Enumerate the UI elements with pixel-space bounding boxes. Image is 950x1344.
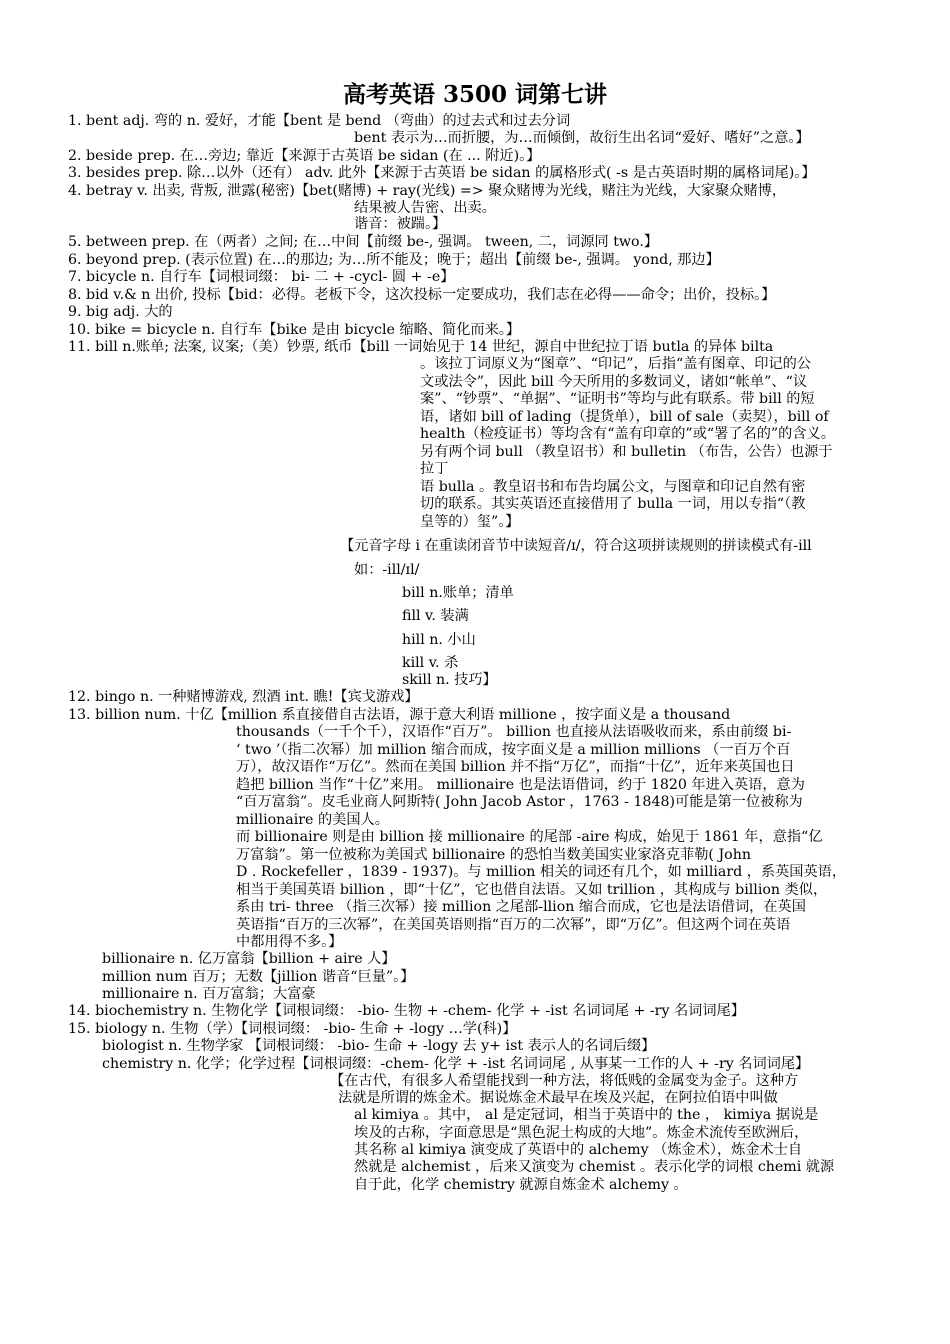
- text-line: 法就是所谓的炼金术。据说炼金术最早在埃及兴起，在阿拉伯语中叫做: [338, 1090, 778, 1106]
- text-line: 9. big adj. 大的: [68, 304, 173, 320]
- text-line: 趋把 billion 当作“十亿”来用。 millionaire 也是法语借词，约于 1820 年进入英语，意为: [236, 777, 805, 793]
- text-line: 结果被人告密、出卖。: [354, 200, 496, 216]
- text-line: 万富翁”。第一位被称为美国式 billionaire 的恐怕当数美国实业家洛克菲勒( John: [236, 847, 751, 863]
- text-line: 埃及的古称，字面意思是“黑色泥土构成的大地”。炼金术流传至欧洲后，: [354, 1125, 809, 1141]
- text-line: 切的联系。其实英语还直接借用了 bulla 一词，用以专指“（教: [420, 496, 806, 512]
- text-line: D . Rockefeller ，1839 - 1937)。与 million 相关的词还有几个，如 milliard ，系英国英语，: [236, 864, 847, 880]
- text-line: fill v. 装满: [402, 608, 469, 624]
- text-line: 8. bid v.& n 出价, 投标【bid：必得。老板下令，这次投标一定要成功，我们志在必得——命令；出价，投标。】: [68, 287, 776, 303]
- text-line: 语，诸如 bill of lading（提货单），bill of sale（卖契），bill of: [420, 409, 829, 425]
- text-line: 5. between prep. 在（两者）之间; 在…中间【前缀 be-, 强调。 tween, 二，词源同 two.】: [68, 234, 659, 250]
- text-line: 皇等的）玺”。】: [420, 514, 520, 530]
- text-line: hill n. 小山: [402, 632, 476, 648]
- text-line: 然就是 alchemist ，后来又演变为 chemist 。表示化学的词根 chemi 就源: [354, 1159, 835, 1175]
- text-line: 1. bent adj. 弯的 n. 爱好，才能【bent 是 bend （弯曲）的过去式和过去分词: [68, 113, 571, 129]
- text-line: 相当于美国英语 billion ，即“十亿”，它也借自法语。又如 trillion ，其构成与 billion 类似，: [236, 882, 828, 898]
- text-line: biologist n. 生物学家 【词根词缀： -bio- 生命 + -logy 去 y+ ist 表示人的名词后缀】: [102, 1038, 656, 1054]
- text-line: 中都用得不多。】: [236, 934, 343, 950]
- text-line: 3. besides prep. 除…以外（还有） adv. 此外【来源于古英语 be sidan 的属格形式( -s 是古英语时期的属格词尾)。】: [68, 165, 816, 181]
- text-line: bill n.账单；清单: [402, 585, 514, 601]
- text-line: 。该拉丁词原义为“图章”、“印记”，后指“盖有图章、印记的公: [420, 356, 811, 372]
- text-line: skill n. 技巧】: [402, 672, 497, 688]
- text-line: 而 billionaire 则是由 billion 接 millionaire 的尾部 -aire 构成，始见于 1861 年，意指“亿: [236, 829, 823, 845]
- text-line: 万），故汉语作“万亿”。然而在美国 billion 并不指“万亿”，而指“十亿”，近年来英国也日: [236, 759, 795, 775]
- text-line: 谐音：被踹。】: [354, 216, 447, 232]
- text-line: billionaire n. 亿万富翁【billion + aire 人】: [102, 951, 396, 967]
- text-line: millionaire 的美国人。: [236, 812, 389, 828]
- text-line: 2. beside prep. 在…旁边; 靠近【来源于古英语 be sidan (在 ... 附近)。】: [68, 148, 541, 164]
- text-line: 系由 tri- three （指三次幂）接 million 之尾部-llion 缩合而成，它也是法语借词，在英国: [236, 899, 806, 915]
- text-line: kill v. 杀: [402, 655, 459, 671]
- text-line: 7. bicycle n. 自行车【词根词缀： bi- 二 + -cycl- 圆 + -e】: [68, 269, 455, 285]
- text-line: “百万富翁”。皮毛业商人阿斯特( John Jacob Astor ，1763 - 1848)可能是第一位被称为: [236, 794, 803, 810]
- text-line: million num 百万；无数【jillion 谐音“巨量”。】: [102, 969, 415, 985]
- text-line: 其名称 al kimiya 演变成了英语中的 alchemy （炼金术），炼金术士自: [354, 1142, 803, 1158]
- text-line: 案”、“钞票”、“单据”、“证明书”等均与此有联系。带 bill 的短: [420, 391, 815, 407]
- text-line: 14. biochemistry n. 生物化学【词根词缀： -bio- 生物 + -chem- 化学 + -ist 名词词尾 + -ry 名词词尾】: [68, 1003, 745, 1019]
- text-line: 【在古代，有很多人希望能找到一种方法，将低贱的金属变为金子。这种方: [330, 1073, 799, 1089]
- text-line: al kimiya 。其中， al 是定冠词，相当于英语中的 the ， kimiya 据说是: [354, 1107, 819, 1123]
- text-line: 如：-ill/ɪl/: [354, 562, 420, 578]
- text-line: 6. beyond prep. (表示位置) 在…的那边; 为…所不能及；晚于；超出【前缀 be-, 强调。 yond, 那边】: [68, 252, 720, 268]
- text-line: chemistry n. 化学；化学过程【词根词缀：-chem- 化学 + -ist 名词词尾 , 从事某一工作的人 + -ry 名词词尾】: [102, 1056, 810, 1072]
- text-line: 10. bike = bicycle n. 自行车【bike 是由 bicycle 缩略、简化而来。】: [68, 322, 521, 338]
- text-line: 文或法令”，因此 bill 今天所用的多数词义，诸如“帐单”、“议: [420, 374, 808, 390]
- text-line: bent 表示为…而折腰，为…而倾倒，故衍生出名词“爱好、嗜好”之意。】: [354, 130, 810, 146]
- text-line: 4. betray v. 出卖, 背叛, 泄露(秘密)【bet(赌博) + ray(光线) => 聚众赌博为光线，赌注为光线，大家聚众赌博，: [68, 183, 787, 199]
- text-line: 【元音字母 i 在重读闭音节中读短音/ɪ/，符合这项拼读规则的拼读模式有-ill: [340, 538, 812, 554]
- text-line: thousands（一千个千），汉语作“百万”。 billion 也直接从法语吸收而来，系由前缀 bi-: [236, 724, 792, 740]
- text-line: millionaire n. 百万富翁；大富豪: [102, 986, 316, 1002]
- text-line: 自于此，化学 chemistry 就源自炼金术 alchemy 。: [354, 1177, 688, 1193]
- text-line: 拉丁: [420, 461, 449, 477]
- text-line: ‘ two ’（指二次幂）加 million 缩合而成，按字面义是 a million millions （一百万个百: [236, 742, 791, 758]
- text-line: 13. billion num. 十亿【million 系直接借自古法语，源于意大利语 millione ，按字面义是 a thousand: [68, 707, 731, 723]
- text-line: 英语指“百万的三次幂”，在美国英语则指“百万的二次幂”，即“万亿”。但这两个词在英语: [236, 917, 791, 933]
- text-line: 另有两个词 bull （教皇诏书）和 bulletin （布告，公告）也源于: [420, 444, 833, 460]
- text-line: 语 bulla 。教皇诏书和布告均属公文，与图章和印记自然有密: [420, 479, 806, 495]
- text-line: 11. bill n.账单; 法案, 议案;（美）钞票, 纸币【bill 一词始见于 14 世纪，源自中世纪拉丁语 butla 的异体 bilta: [68, 339, 774, 355]
- page-title: 高考英语 3500 词第七讲: [342, 81, 608, 108]
- text-line: health（检疫证书）等均含有“盖有印章的”或“署了名的”的含义。: [420, 426, 835, 442]
- text-line: 15. biology n. 生物（学）【词根词缀： -bio- 生命 + -logy …学(科)】: [68, 1021, 517, 1037]
- text-line: 12. bingo n. 一种赌博游戏, 烈酒 int. 瞧!【宾戈游戏】: [68, 689, 419, 705]
